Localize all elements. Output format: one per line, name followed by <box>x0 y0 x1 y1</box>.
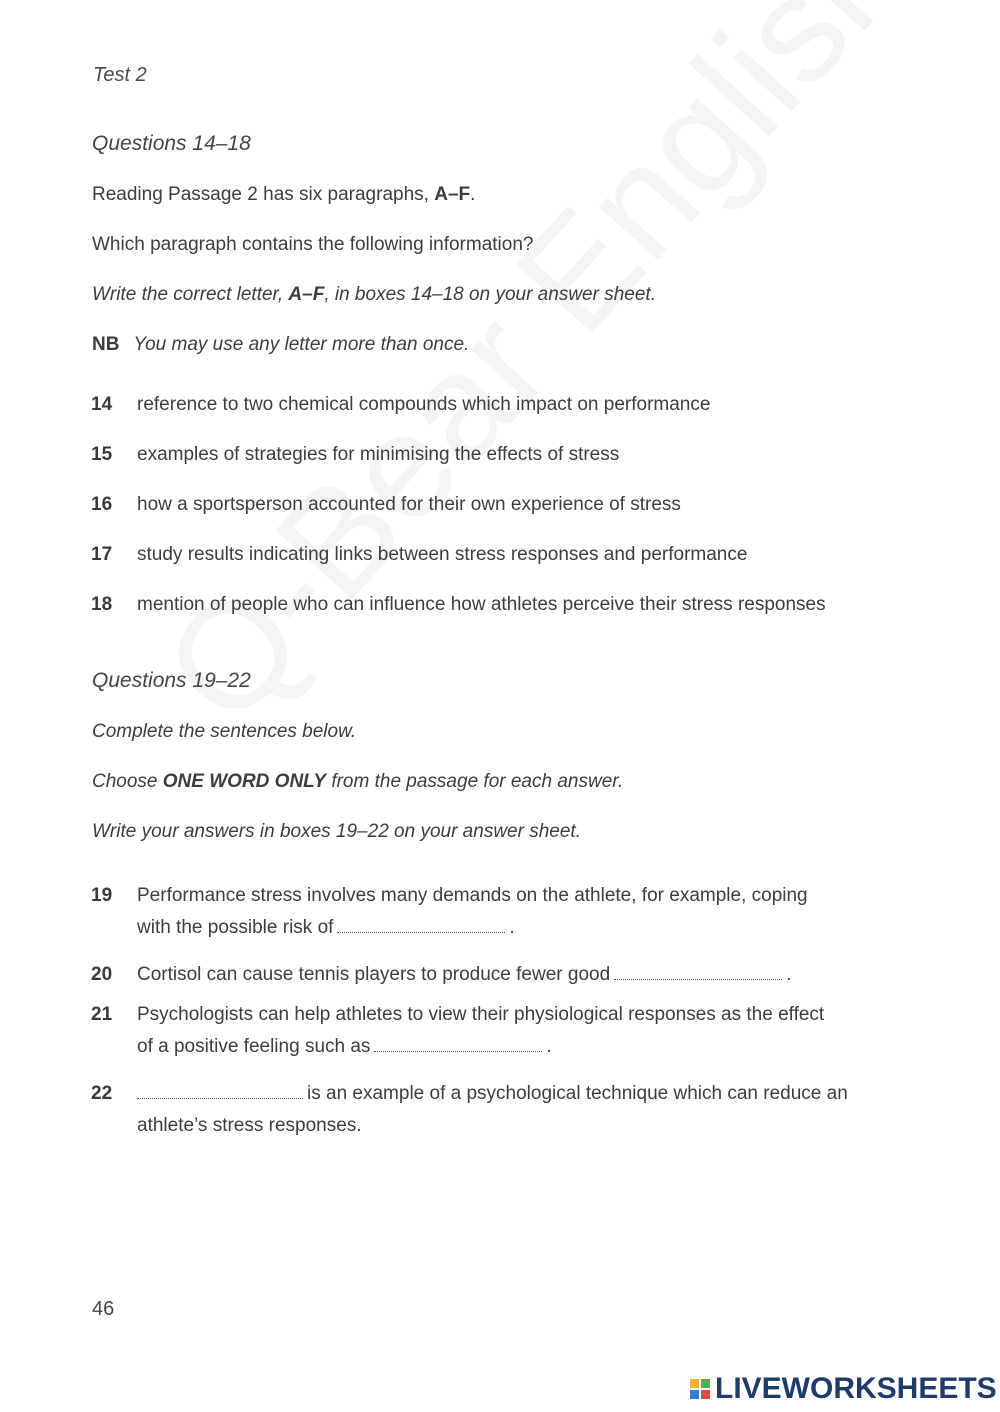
brand-logo[interactable] <box>690 1372 997 1406</box>
section1-question: Which paragraph contains the following information? <box>92 234 534 255</box>
intro-suffix: . <box>470 184 476 205</box>
section2-line1: Complete the sentences below. <box>92 721 357 742</box>
instruction-prefix: Write the correct letter, <box>92 284 289 305</box>
section2-line2 <box>92 771 623 793</box>
brand-mark-icon <box>690 1379 710 1399</box>
instruction-bold: A–F <box>288 284 325 305</box>
brand-block <box>701 1379 710 1388</box>
brand-block <box>690 1390 699 1399</box>
question-text: examples of strategies for minimising the effects of stress <box>137 444 620 465</box>
q19-suffix: . <box>509 917 515 938</box>
question-number: 21 <box>91 1004 113 1025</box>
question-19-line2 <box>137 912 515 944</box>
watermark <box>130 0 939 756</box>
question-number: 17 <box>91 544 113 565</box>
q20-prefix: Cortisol can cause tennis players to produce fewer good <box>137 964 611 985</box>
section2-line3: Write your answers in boxes 19–22 on your answer sheet. <box>92 821 581 842</box>
q20-suffix: . <box>786 964 792 985</box>
nb-text: You may use any letter more than once. <box>133 334 470 355</box>
question-text: mention of people who can influence how athletes perceive their stress responses <box>137 594 826 615</box>
answer-blank-21[interactable] <box>374 1039 542 1052</box>
intro-bold: A–F <box>434 184 471 205</box>
q21-suffix: . <box>546 1036 552 1057</box>
question-text: study results indicating links between stress responses and performance <box>137 544 748 565</box>
section1-intro <box>92 184 475 206</box>
answer-blank-20[interactable] <box>614 967 782 980</box>
brand-block <box>701 1390 710 1399</box>
nb-label: NB <box>92 334 120 355</box>
section1-title: Questions 14–18 <box>92 132 251 155</box>
intro-prefix: Reading Passage 2 has six paragraphs, <box>92 184 435 205</box>
line2-bold: ONE WORD ONLY <box>162 771 327 792</box>
q19-prefix: with the possible risk of <box>137 917 334 938</box>
brand-block <box>690 1379 699 1388</box>
question-text: how a sportsperson accounted for their own experience of stress <box>137 494 681 515</box>
question-21-line2 <box>137 1031 552 1063</box>
line2-suffix: from the passage for each answer. <box>326 771 624 792</box>
question-22-line2: athlete’s stress responses. <box>137 1115 362 1136</box>
q21-prefix: of a positive feeling such as <box>137 1036 371 1057</box>
page-number: 46 <box>92 1298 115 1320</box>
question-20-text <box>137 959 791 991</box>
question-number: 14 <box>91 394 113 415</box>
question-text: reference to two chemical compounds which impact on performance <box>137 394 711 415</box>
nb-note <box>92 334 469 356</box>
test-header: Test 2 <box>93 64 147 86</box>
question-number: 19 <box>91 885 113 906</box>
instruction-suffix: , in boxes 14–18 on your answer sheet. <box>324 284 656 305</box>
question-number: 20 <box>91 964 113 985</box>
brand-text: LIVEWORKSHEETS <box>715 1372 997 1405</box>
question-21-line1: Psychologists can help athletes to view their physiological responses as the effect <box>137 1004 825 1025</box>
question-number: 18 <box>91 594 113 615</box>
question-19-line1: Performance stress involves many demands on the athlete, for example, coping <box>137 885 808 906</box>
question-number: 15 <box>91 444 113 465</box>
question-number: 16 <box>91 494 113 515</box>
answer-blank-22[interactable] <box>137 1086 303 1099</box>
answer-blank-19[interactable] <box>337 920 505 933</box>
question-22-line1 <box>137 1078 848 1110</box>
section2-title: Questions 19–22 <box>92 669 251 692</box>
q22-suffix: is an example of a psychological technique which can reduce an <box>307 1083 848 1104</box>
question-number: 22 <box>91 1083 113 1104</box>
section1-instruction <box>92 284 656 306</box>
line2-prefix: Choose <box>92 771 163 792</box>
